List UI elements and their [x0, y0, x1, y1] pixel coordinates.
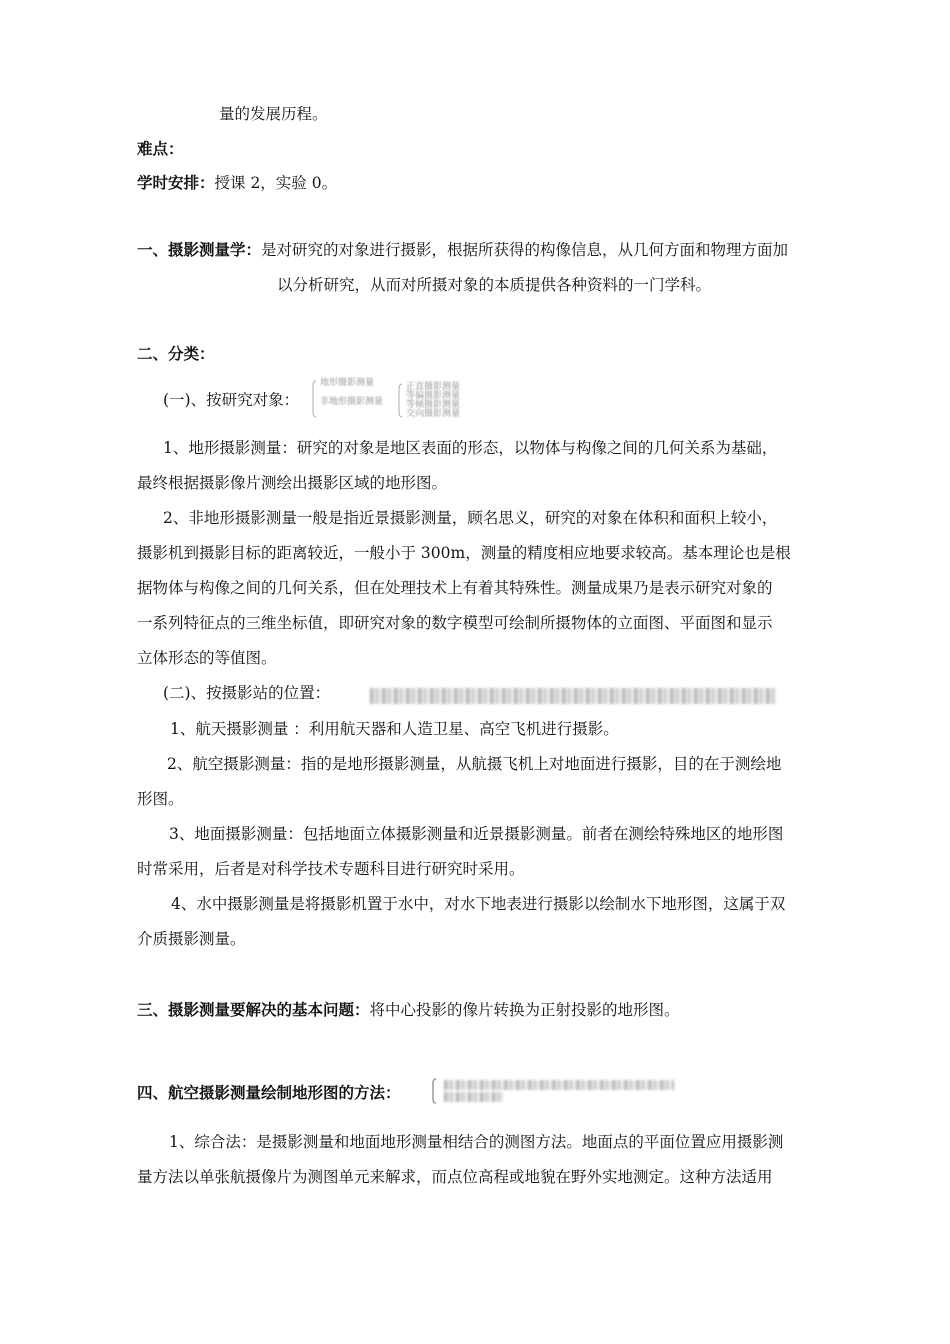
text-line: 2、航空摄影测量：指的是地形摄影测量，从航摄飞机上对地面进行摄影，目的在于测绘地 — [167, 755, 782, 773]
blurred-item — [444, 1080, 674, 1090]
section-3-line — [137, 1000, 680, 1020]
section-1-text: 是对研究的对象进行摄影，根据所获得的构像信息，从几何方面和物理方面加 — [261, 241, 789, 259]
text-line: 4、水中摄影测量是将摄影机置于水中，对水下地表进行摄影以绘制水下地形图，这属于双 — [171, 895, 786, 913]
section-2-heading: 二、分类： — [137, 345, 215, 363]
text-line: 据物体与构像之间的几何关系，但在处理技术上有着其特殊性。测量成果乃是表示研究对象的 — [137, 579, 773, 597]
section-3-text: 将中心投影的像片转换为正射投影的地形图。 — [369, 1001, 680, 1019]
diagram-right-item: 等倾摄影测量 — [406, 400, 461, 410]
diagram-left-item: 非地形摄影测量 — [320, 397, 384, 407]
methods-diagram — [432, 1077, 680, 1105]
section-1-heading: 一、摄影测量学： — [137, 241, 262, 259]
schedule-label: 学时安排： — [137, 174, 215, 192]
subsection-research-object: (一)、按研究对象： — [163, 391, 300, 409]
blurred-item — [444, 1092, 504, 1102]
text-line: 量方法以单张航摄像片为测图单元来解求，而点位高程或地貌在野外实地测定。这种方法适用 — [137, 1168, 773, 1186]
difficulty-label: 难点： — [137, 140, 184, 158]
text-line: 摄影机到摄影目标的距离较近，一般小于 300m，测量的精度相应地要求较高。基本理论也是根 — [137, 544, 791, 562]
diagram-left-item: 地形摄影测量 — [320, 378, 375, 388]
text-line: 立体形态的等值图。 — [137, 649, 277, 667]
section-3-heading: 三、摄影测量要解决的基本问题： — [137, 1001, 370, 1019]
blurred-diagram — [370, 688, 775, 704]
section-4-heading: 四、航空摄影测量绘制地形图的方法： — [137, 1084, 401, 1102]
text-line: 2、非地形摄影测量一般是指近景摄影测量，顾名思义，研究的对象在体积和面积上较小， — [163, 509, 778, 527]
diagram-right-item: 等偏摄影测量 — [406, 391, 461, 401]
diagram-right-item: 交向摄影测量 — [406, 409, 461, 419]
text-line: 1、地形摄影测量：研究的对象是地区表面的形态，以物体与构像之间的几何关系为基础， — [163, 439, 778, 457]
schedule-value: 授课 2，实验 0。 — [214, 174, 338, 192]
subsection-station-position: (二)、按摄影站的位置： — [163, 684, 331, 702]
diagram-right-item: 正直摄影测量 — [406, 382, 461, 392]
text-line: 最终根据摄影像片测绘出摄影区域的地形图。 — [137, 474, 448, 492]
text-line: 一系列特征点的三维坐标值，即研究对象的数字模型可绘制所摄物体的立面图、平面图和显示 — [137, 614, 773, 632]
text-line: 1、综合法：是摄影测量和地面地形测量相结合的测图方法。地面点的平面位置应用摄影测 — [169, 1133, 784, 1151]
schedule-line — [137, 173, 337, 193]
section-1-line — [137, 240, 788, 260]
text-line: 量的发展历程。 — [219, 105, 328, 123]
text-line: 形图。 — [137, 790, 184, 808]
text-line: 3、地面摄影测量：包括地面立体摄影测量和近景摄影测量。前者在测绘特殊地区的地形图 — [169, 825, 784, 843]
text-line: 介质摄影测量。 — [137, 930, 246, 948]
classification-diagram — [312, 378, 477, 420]
text-line: 时常采用，后者是对科学技术专题科目进行研究时采用。 — [137, 860, 525, 878]
text-line: 1、航天摄影测量 ：利用航天器和人造卫星、高空飞机进行摄影。 — [170, 720, 619, 738]
text-line: 以分析研究，从而对所摄对象的本质提供各种资料的一门学科。 — [277, 276, 712, 294]
